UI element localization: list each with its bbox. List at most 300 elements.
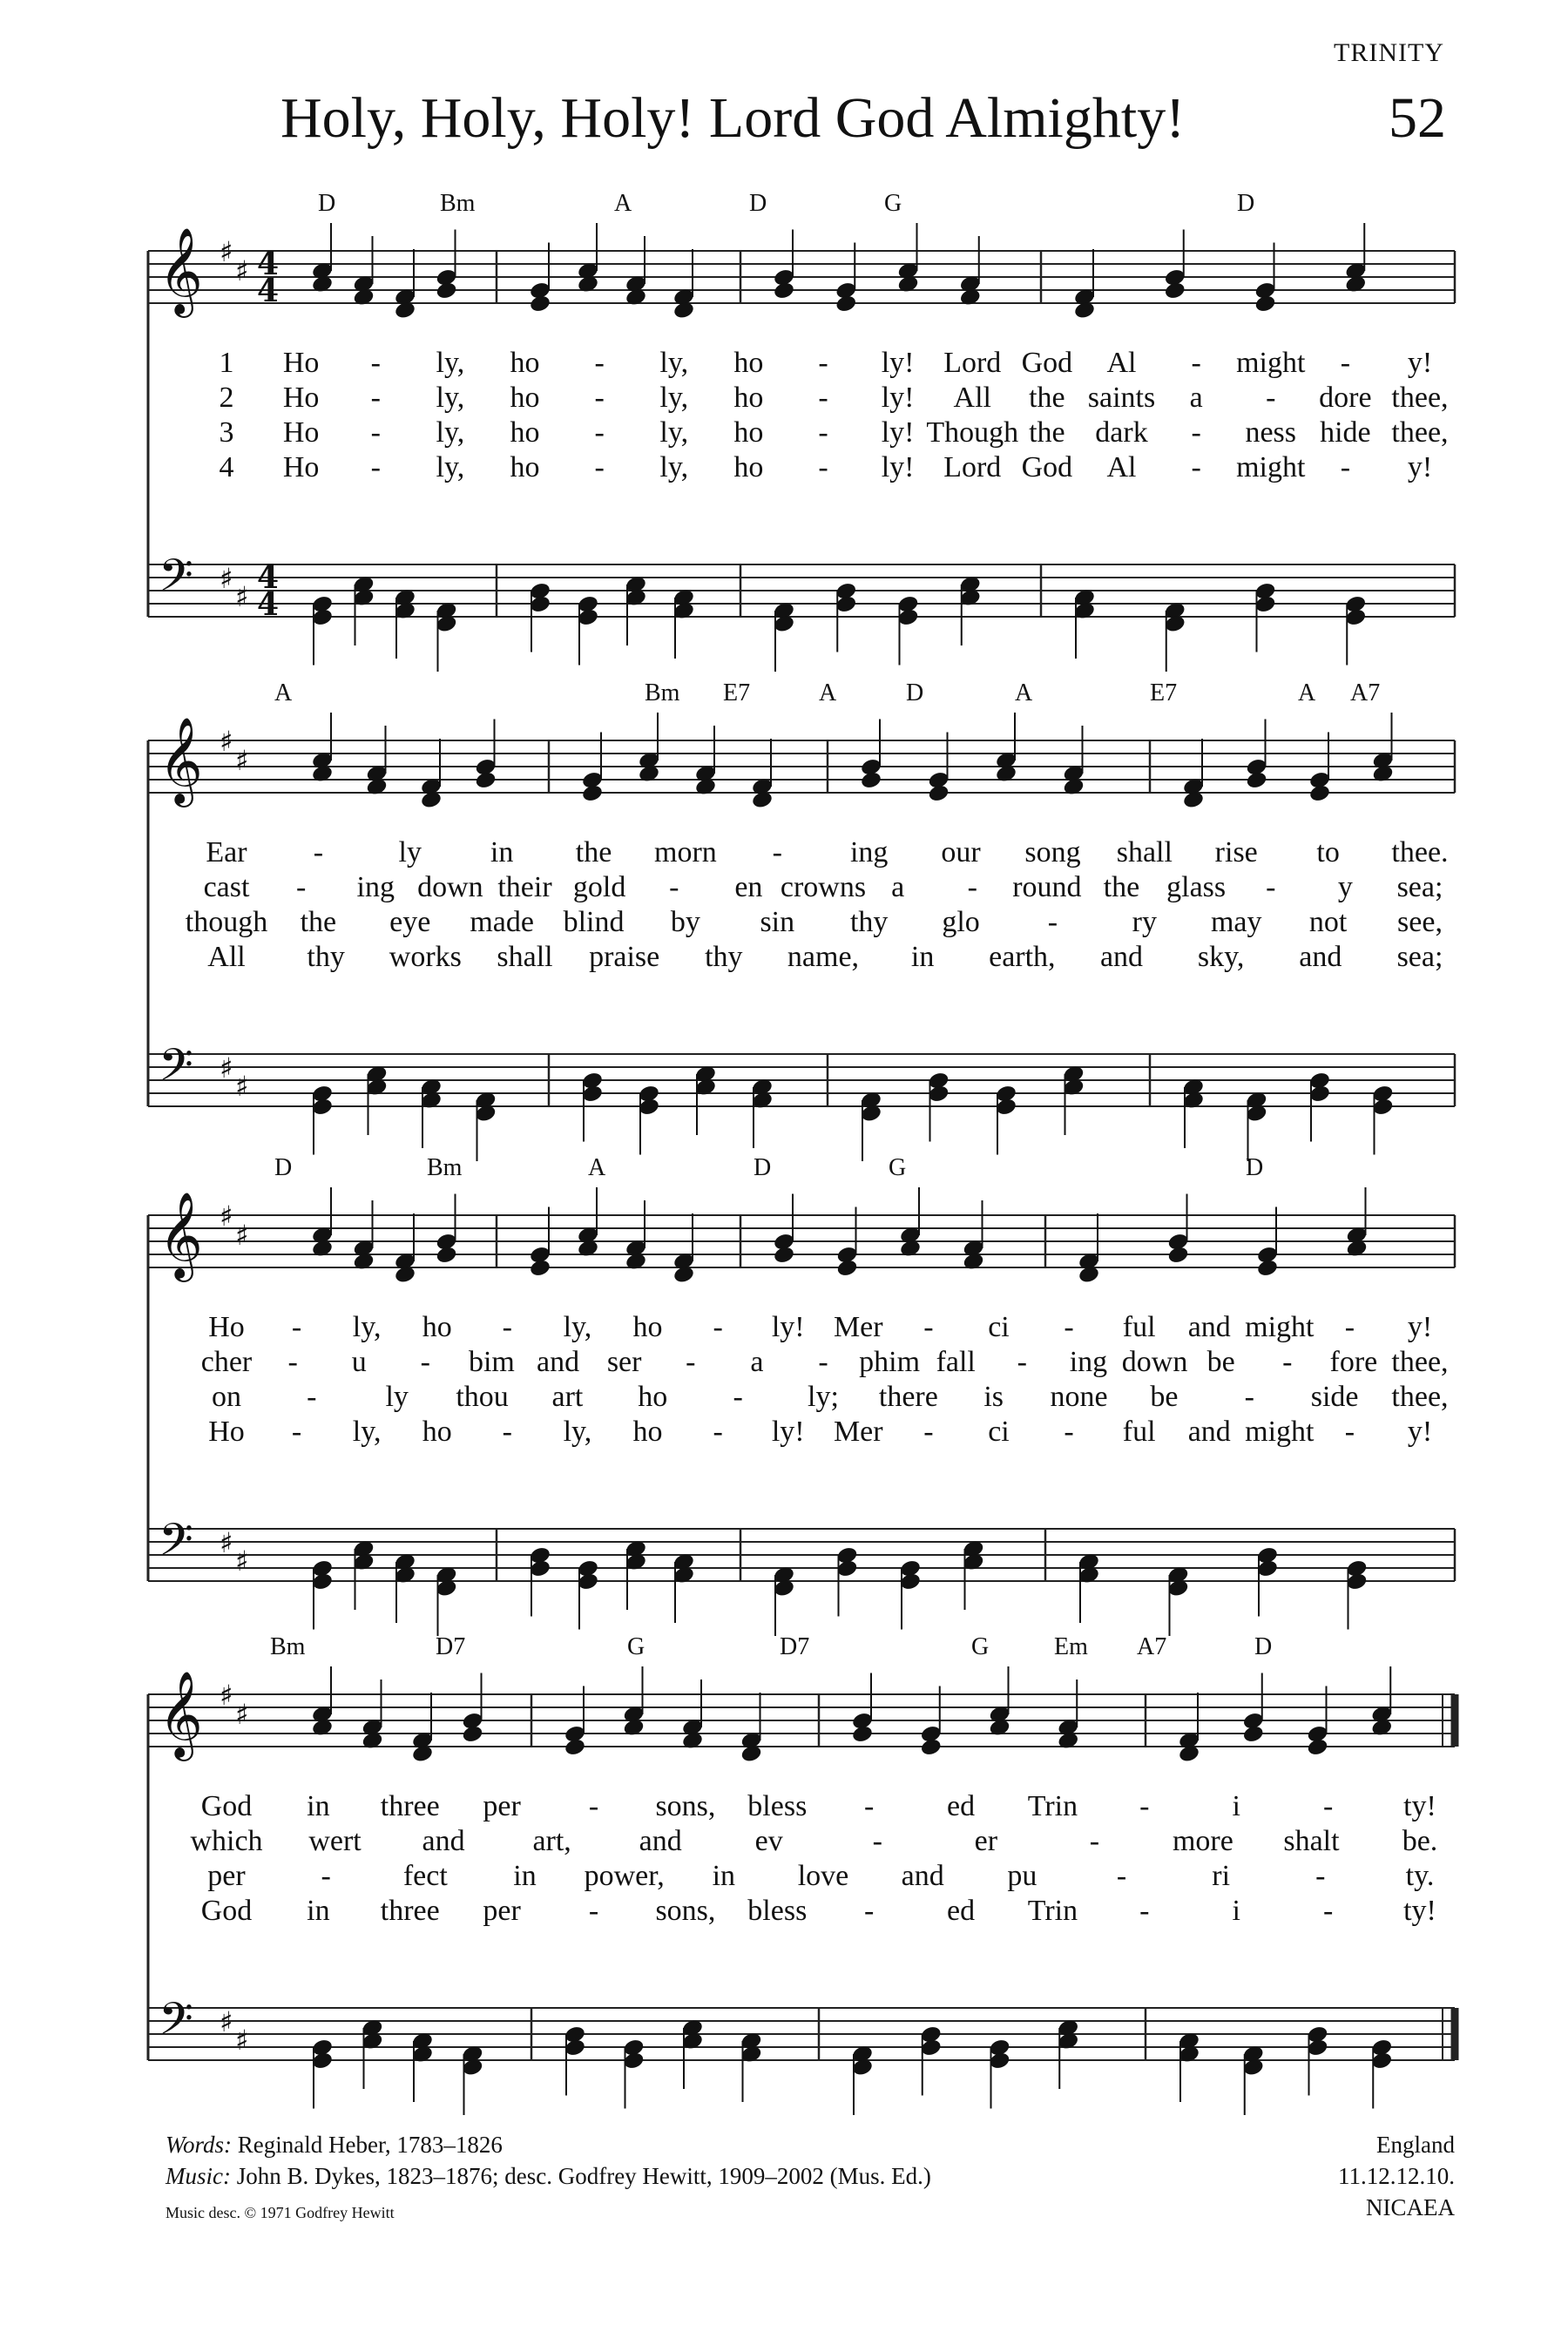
- lyric-syllable: ly!: [881, 451, 915, 483]
- sharp-icon: ♯: [220, 1051, 233, 1085]
- lyric-syllable: their: [497, 871, 552, 903]
- lyric-syllable: All: [207, 941, 246, 973]
- lyric-syllable: in: [307, 1790, 330, 1822]
- syllable-hyphen: -: [1340, 347, 1351, 379]
- syllable-hyphen: -: [1266, 871, 1276, 903]
- lyric-syllable: glo: [942, 906, 980, 938]
- lyric-syllable: per: [483, 1895, 521, 1927]
- lyric-syllable: power,: [584, 1860, 665, 1892]
- syllable-hyphen: -: [923, 1311, 934, 1343]
- chord-symbol: D: [906, 679, 924, 706]
- lyric-syllable: Ear: [206, 836, 247, 868]
- lyric-syllable: Mer: [833, 1416, 883, 1448]
- lyric-syllable: round: [1012, 871, 1082, 903]
- time-signature-digit: 4: [257, 559, 280, 596]
- lyric-syllable: u: [351, 1346, 367, 1378]
- lyric-syllable: ly,: [659, 382, 689, 414]
- lyric-syllable: side: [1310, 1381, 1359, 1413]
- syllable-hyphen: -: [1322, 1895, 1334, 1927]
- lyric-syllable: eye: [389, 906, 431, 938]
- lyric-syllable: may: [1210, 906, 1262, 938]
- syllable-hyphen: -: [594, 451, 605, 483]
- note-head: [927, 783, 950, 803]
- lyric-syllable: might: [1245, 1416, 1315, 1448]
- sharp-icon: ♯: [235, 1698, 249, 1731]
- lyric-syllable: hide: [1320, 416, 1371, 449]
- syllable-hyphen: -: [588, 1895, 599, 1927]
- lyric-syllable: ful: [1122, 1416, 1156, 1448]
- lyric-syllable: per: [207, 1860, 246, 1892]
- treble-staff: [148, 713, 1455, 809]
- lyric-syllable: thee,: [1391, 1346, 1449, 1378]
- syllable-hyphen: -: [1191, 451, 1201, 483]
- lyric-syllable: Ho: [282, 347, 320, 379]
- lyric-syllable: ing: [356, 871, 395, 903]
- chord-symbol: Bm: [645, 679, 680, 706]
- sharp-icon: ♯: [235, 744, 249, 777]
- lyric-syllable: ly,: [352, 1311, 382, 1343]
- lyric-syllable: Though: [926, 416, 1019, 449]
- lyric-syllable: ed: [947, 1790, 976, 1822]
- lyric-syllable: fect: [402, 1860, 448, 1892]
- syllable-hyphen: -: [1322, 1790, 1334, 1822]
- treble-clef-icon: 𝄞: [159, 717, 203, 804]
- verse-line-2: [148, 382, 1455, 418]
- lyric-syllable: sons,: [655, 1790, 716, 1822]
- lyric-syllable: All: [953, 382, 991, 414]
- note-head: [1256, 1258, 1279, 1278]
- sharp-icon: ♯: [220, 1200, 233, 1233]
- syllable-hyphen: -: [291, 1416, 302, 1448]
- verse-line-4: [148, 941, 1455, 977]
- lyric-syllable: on: [212, 1381, 241, 1413]
- lyric-syllable: ty.: [1405, 1860, 1435, 1892]
- lyric-syllable: rise: [1214, 836, 1258, 868]
- lyric-syllable: ly,: [659, 451, 689, 483]
- chord-symbol: D: [1237, 190, 1255, 217]
- syllable-hyphen: -: [287, 1346, 298, 1378]
- sharp-icon: ♯: [220, 1679, 233, 1712]
- lyric-syllable: pu: [1007, 1860, 1037, 1892]
- syllable-hyphen: -: [370, 451, 381, 483]
- note-head: [461, 1724, 483, 1744]
- syllable-hyphen: -: [502, 1311, 513, 1343]
- lyric-syllable: er: [974, 1825, 998, 1857]
- tune-name: NICAEA: [1366, 2194, 1455, 2220]
- lyric-syllable: and: [1187, 1416, 1231, 1448]
- syllable-hyphen: -: [818, 1346, 828, 1378]
- chord-symbol: Em: [1054, 1633, 1088, 1660]
- lyric-syllable: ser: [606, 1346, 642, 1378]
- syllable-hyphen: -: [1191, 347, 1201, 379]
- chord-symbol: G: [889, 1154, 907, 1181]
- hymn-number: 52: [1389, 86, 1446, 150]
- lyric-syllable: wert: [308, 1825, 362, 1857]
- treble-staff: [148, 1187, 1455, 1284]
- lyric-syllable: not: [1308, 906, 1348, 938]
- syllable-hyphen: -: [1244, 1381, 1254, 1413]
- note-head: [435, 280, 457, 301]
- lyric-syllable: ho: [733, 382, 764, 414]
- lyric-syllable: a: [750, 1346, 764, 1378]
- lyric-syllable: by: [670, 906, 700, 938]
- lyric-syllable: sin: [760, 906, 795, 938]
- lyric-syllable: praise: [589, 941, 660, 973]
- bass-staff: [148, 549, 1455, 672]
- verse-line-4: [148, 1416, 1455, 1452]
- lyric-syllable: is: [983, 1381, 1004, 1413]
- music-composer: John B. Dykes, 1823–1876; desc. Godfrey Hewitt, 1909–2002 (Mus. Ed.): [236, 2163, 931, 2189]
- lyric-syllable: thy: [849, 906, 889, 938]
- lyric-syllable: ho: [638, 1381, 668, 1413]
- lyric-syllable: ing: [1069, 1346, 1108, 1378]
- syllable-hyphen: -: [733, 1381, 743, 1413]
- note-head: [564, 1737, 586, 1757]
- music-label: Music:: [166, 2163, 231, 2189]
- time-signature-digit: 4: [257, 586, 280, 623]
- syllable-hyphen: -: [370, 382, 381, 414]
- lyric-syllable: ly!: [881, 416, 915, 449]
- lyric-syllable: works: [389, 941, 462, 973]
- lyric-syllable: though: [185, 906, 268, 938]
- note-head: [835, 294, 857, 314]
- syllable-hyphen: -: [594, 416, 605, 449]
- syllable-hyphen: -: [864, 1895, 875, 1927]
- lyric-syllable: ty!: [1403, 1895, 1436, 1927]
- music-system: [148, 190, 1455, 643]
- lyric-syllable: Trin: [1027, 1790, 1078, 1822]
- lyric-syllable: Lord: [943, 451, 1002, 483]
- lyric-syllable: made: [470, 906, 534, 938]
- lyric-syllable: there: [878, 1381, 938, 1413]
- lyric-syllable: three: [380, 1895, 440, 1927]
- lyric-syllable: blind: [563, 906, 625, 938]
- sharp-icon: ♯: [235, 2024, 249, 2057]
- chord-symbol: D: [1254, 1633, 1273, 1660]
- syllable-hyphen: -: [307, 1381, 317, 1413]
- lyric-syllable: ly,: [563, 1311, 592, 1343]
- chord-symbol: G: [627, 1633, 645, 1660]
- credits: [166, 2129, 931, 2192]
- note-head: [1245, 770, 1267, 790]
- syllable-hyphen: -: [686, 1346, 696, 1378]
- syllable-hyphen: -: [313, 836, 324, 868]
- lyric-syllable: ness: [1245, 416, 1297, 449]
- lyric-syllable: in: [910, 941, 935, 973]
- lyric-syllable: thee.: [1391, 836, 1449, 868]
- syllable-hyphen: -: [864, 1790, 875, 1822]
- syllable-hyphen: -: [1047, 906, 1058, 938]
- note-head: [529, 294, 551, 314]
- sharp-icon: ♯: [220, 562, 233, 595]
- lyric-syllable: shalt: [1283, 1825, 1340, 1857]
- verse-line-2: [148, 1346, 1455, 1382]
- lyric-syllable: ly,: [659, 347, 689, 379]
- lyric-syllable: in: [490, 836, 514, 868]
- chord-symbol: A: [588, 1154, 606, 1181]
- bass-staff: [148, 1992, 1455, 2115]
- lyric-syllable: cast: [203, 871, 250, 903]
- chord-symbol: A: [819, 679, 837, 706]
- syllable-hyphen: -: [594, 382, 605, 414]
- syllable-hyphen: -: [1344, 1311, 1355, 1343]
- music-system: [148, 1633, 1455, 2086]
- chord-symbols: [148, 679, 1455, 714]
- lyric-syllable: in: [513, 1860, 537, 1892]
- verse-line-4: [148, 451, 1455, 488]
- lyric-syllable: fore: [1329, 1346, 1378, 1378]
- verse-line-3: [148, 416, 1455, 453]
- chord-symbol: D: [274, 1154, 293, 1181]
- chord-symbol: Bm: [427, 1154, 463, 1181]
- tune-info: [1338, 2129, 1455, 2223]
- lyric-syllable: Ho: [208, 1416, 245, 1448]
- lyric-syllable: y: [1337, 871, 1353, 903]
- syllable-hyphen: -: [502, 1416, 513, 1448]
- lyric-syllable: ly: [385, 1381, 409, 1413]
- lyric-syllable: in: [307, 1895, 330, 1927]
- syllable-hyphen: -: [1116, 1860, 1127, 1892]
- lyric-syllable: and: [639, 1825, 682, 1857]
- syllable-hyphen: -: [1139, 1790, 1150, 1822]
- note-head: [1242, 1724, 1265, 1744]
- lyric-syllable: ly,: [436, 416, 465, 449]
- verse-line-3: [148, 906, 1455, 943]
- time-signature-digit: 4: [257, 246, 280, 282]
- chord-symbol: Bm: [270, 1633, 306, 1660]
- sharp-icon: ♯: [235, 1070, 249, 1103]
- lyric-syllable: see,: [1397, 906, 1443, 938]
- bass-clef-icon: 𝄢: [159, 1513, 193, 1577]
- lyric-syllable: God: [200, 1790, 253, 1822]
- syllable-hyphen: -: [295, 871, 307, 903]
- lyric-syllable: and: [422, 1825, 465, 1857]
- chord-symbols: [148, 1154, 1455, 1189]
- note-head: [920, 1737, 943, 1757]
- chord-symbol: A: [614, 190, 632, 217]
- lyric-syllable: y!: [1407, 1311, 1433, 1343]
- lyric-syllable: crowns: [780, 871, 867, 903]
- syllable-hyphen: -: [594, 347, 605, 379]
- treble-clef-icon: 𝄞: [159, 1192, 203, 1279]
- lyric-syllable: cher: [200, 1346, 253, 1378]
- lyric-syllable: ly!: [771, 1416, 805, 1448]
- lyric-syllable: ri: [1212, 1860, 1231, 1892]
- music-system: [148, 1154, 1455, 1607]
- syllable-hyphen: -: [872, 1825, 882, 1857]
- lyric-syllable: earth,: [989, 941, 1056, 973]
- lyric-syllable: morn: [654, 836, 717, 868]
- lyric-syllable: ho: [510, 347, 540, 379]
- lyric-syllable: shall: [497, 941, 553, 973]
- lyric-syllable: ful: [1122, 1311, 1156, 1343]
- lyric-syllable: might: [1236, 451, 1306, 483]
- syllable-hyphen: -: [1139, 1895, 1150, 1927]
- chord-symbol: E7: [1150, 679, 1178, 706]
- lyric-syllable: sea;: [1396, 941, 1443, 973]
- lyric-syllable: ly,: [436, 382, 465, 414]
- lyric-syllable: 2: [219, 382, 234, 414]
- syllable-hyphen: -: [1089, 1825, 1100, 1857]
- time-signature-digit: 4: [257, 273, 280, 309]
- music-credit: [166, 2160, 931, 2192]
- lyric-syllable: more: [1172, 1825, 1233, 1857]
- note-head: [581, 783, 604, 803]
- syllable-hyphen: -: [818, 416, 828, 449]
- syllable-hyphen: -: [588, 1790, 599, 1822]
- lyric-syllable: three: [380, 1790, 440, 1822]
- copyright-notice: Music desc. © 1971 Godfrey Hewitt: [166, 2204, 395, 2221]
- lyric-syllable: be: [1150, 1381, 1179, 1413]
- note-head: [1164, 280, 1186, 301]
- chord-symbol: A: [274, 679, 293, 706]
- lyric-syllable: might: [1236, 347, 1306, 379]
- lyric-syllable: ing: [849, 836, 889, 868]
- verse-line-1: [148, 836, 1455, 873]
- music-system: [148, 679, 1455, 1132]
- lyric-syllable: gold: [572, 871, 626, 903]
- lyric-syllable: and: [1099, 941, 1144, 973]
- verse-line-2: [148, 1825, 1455, 1862]
- lyric-syllable: and: [901, 1860, 944, 1892]
- sharp-icon: ♯: [220, 725, 233, 758]
- lyric-syllable: thy: [307, 941, 345, 973]
- verse-line-2: [148, 871, 1455, 908]
- lyric-syllable: a: [1189, 382, 1203, 414]
- lyric-syllable: and: [1187, 1311, 1231, 1343]
- lyric-syllable: per: [483, 1790, 521, 1822]
- syllable-hyphen: -: [1064, 1416, 1074, 1448]
- lyric-syllable: Ho: [282, 451, 320, 483]
- bass-clef-icon: 𝄢: [159, 1992, 193, 2056]
- chord-symbol: E7: [723, 679, 751, 706]
- lyric-syllable: art: [551, 1381, 584, 1413]
- lyric-syllable: ly;: [808, 1381, 839, 1413]
- sharp-icon: ♯: [220, 235, 233, 268]
- lyric-syllable: 1: [219, 347, 234, 379]
- note-head: [773, 1245, 795, 1265]
- lyric-syllable: ho: [510, 416, 540, 449]
- lyric-syllable: ho: [733, 416, 764, 449]
- lyric-syllable: Lord: [943, 347, 1002, 379]
- tune-meter: 11.12.12.10.: [1338, 2163, 1455, 2189]
- note-head: [1166, 1245, 1189, 1265]
- lyric-syllable: the: [575, 836, 612, 868]
- lyric-syllable: name,: [787, 941, 860, 973]
- verse-line-3: [148, 1381, 1455, 1417]
- lyric-syllable: dark: [1095, 416, 1148, 449]
- chord-symbol: G: [884, 190, 902, 217]
- syllable-hyphen: -: [1344, 1416, 1355, 1448]
- lyric-syllable: thee,: [1391, 382, 1449, 414]
- lyric-syllable: God: [1021, 347, 1073, 379]
- lyric-syllable: ho: [510, 382, 540, 414]
- lyric-syllable: art,: [532, 1825, 571, 1857]
- lyric-syllable: ly,: [563, 1416, 592, 1448]
- lyric-syllable: i: [1232, 1790, 1240, 1822]
- lyric-syllable: bless: [747, 1790, 808, 1822]
- lyric-syllable: which: [190, 1825, 263, 1857]
- sharp-icon: ♯: [220, 1526, 233, 1559]
- chord-symbol: D7: [436, 1633, 466, 1660]
- lyric-syllable: the: [1103, 871, 1140, 903]
- lyric-syllable: song: [1024, 836, 1081, 868]
- lyric-syllable: ly!: [881, 347, 915, 379]
- lyric-syllable: the: [1029, 416, 1065, 449]
- chord-symbol: D: [754, 1154, 772, 1181]
- syllable-hyphen: -: [1064, 1311, 1074, 1343]
- lyric-syllable: ho: [733, 347, 764, 379]
- syllable-hyphen: -: [713, 1311, 723, 1343]
- lyric-syllable: Al: [1106, 451, 1137, 483]
- syllable-hyphen: -: [967, 871, 977, 903]
- lyric-syllable: ho: [632, 1311, 663, 1343]
- sharp-icon: ♯: [235, 1544, 249, 1578]
- lyric-syllable: sky,: [1197, 941, 1245, 973]
- lyric-syllable: bim: [468, 1346, 515, 1378]
- chord-symbol: D7: [780, 1633, 810, 1660]
- lyric-syllable: our: [941, 836, 981, 868]
- treble-staff: [148, 1666, 1455, 1763]
- note-head: [474, 770, 497, 790]
- words-author: Reginald Heber, 1783–1826: [237, 2132, 503, 2158]
- lyric-syllable: down: [1121, 1346, 1188, 1378]
- lyric-syllable: saints: [1087, 382, 1156, 414]
- lyric-syllable: thy: [705, 941, 743, 973]
- lyric-syllable: Ho: [282, 416, 320, 449]
- lyric-syllable: in: [712, 1860, 736, 1892]
- lyric-syllable: ty!: [1403, 1790, 1436, 1822]
- syllable-hyphen: -: [370, 416, 381, 449]
- bass-staff: [148, 1038, 1455, 1161]
- lyric-syllable: ly,: [659, 416, 689, 449]
- verse-line-1: [148, 1311, 1455, 1348]
- lyric-syllable: ev: [754, 1825, 783, 1857]
- lyric-syllable: shall: [1116, 836, 1173, 868]
- chord-symbols: [148, 190, 1455, 225]
- lyric-syllable: be.: [1402, 1825, 1438, 1857]
- verse-line-4: [148, 1895, 1455, 1931]
- note-head: [835, 1258, 858, 1278]
- chord-symbol: Bm: [440, 190, 476, 217]
- lyric-syllable: sons,: [655, 1895, 716, 1927]
- lyric-syllable: Mer: [833, 1311, 883, 1343]
- sharp-icon: ♯: [235, 1219, 249, 1252]
- lyric-syllable: be: [1206, 1346, 1235, 1378]
- sharp-icon: ♯: [220, 2005, 233, 2038]
- lyric-syllable: ly!: [771, 1311, 805, 1343]
- words-label: Words:: [166, 2132, 233, 2158]
- lyric-syllable: thee,: [1391, 1381, 1449, 1413]
- lyric-syllable: fall: [936, 1346, 976, 1378]
- lyric-syllable: thou: [456, 1381, 509, 1413]
- bass-clef-icon: 𝄢: [159, 549, 193, 612]
- lyric-syllable: ly!: [881, 382, 915, 414]
- lyric-syllable: Trin: [1027, 1895, 1078, 1927]
- lyric-syllable: 4: [219, 451, 234, 483]
- lyric-syllable: ed: [947, 1895, 976, 1927]
- syllable-hyphen: -: [291, 1311, 302, 1343]
- treble-staff: [148, 223, 1455, 320]
- verse-line-3: [148, 1860, 1455, 1896]
- lyric-syllable: ho: [632, 1416, 663, 1448]
- syllable-hyphen: -: [713, 1416, 723, 1448]
- syllable-hyphen: -: [669, 871, 679, 903]
- bass-staff: [148, 1513, 1455, 1636]
- lyric-syllable: love: [797, 1860, 849, 1892]
- syllable-hyphen: -: [1282, 1346, 1293, 1378]
- note-head: [773, 280, 795, 301]
